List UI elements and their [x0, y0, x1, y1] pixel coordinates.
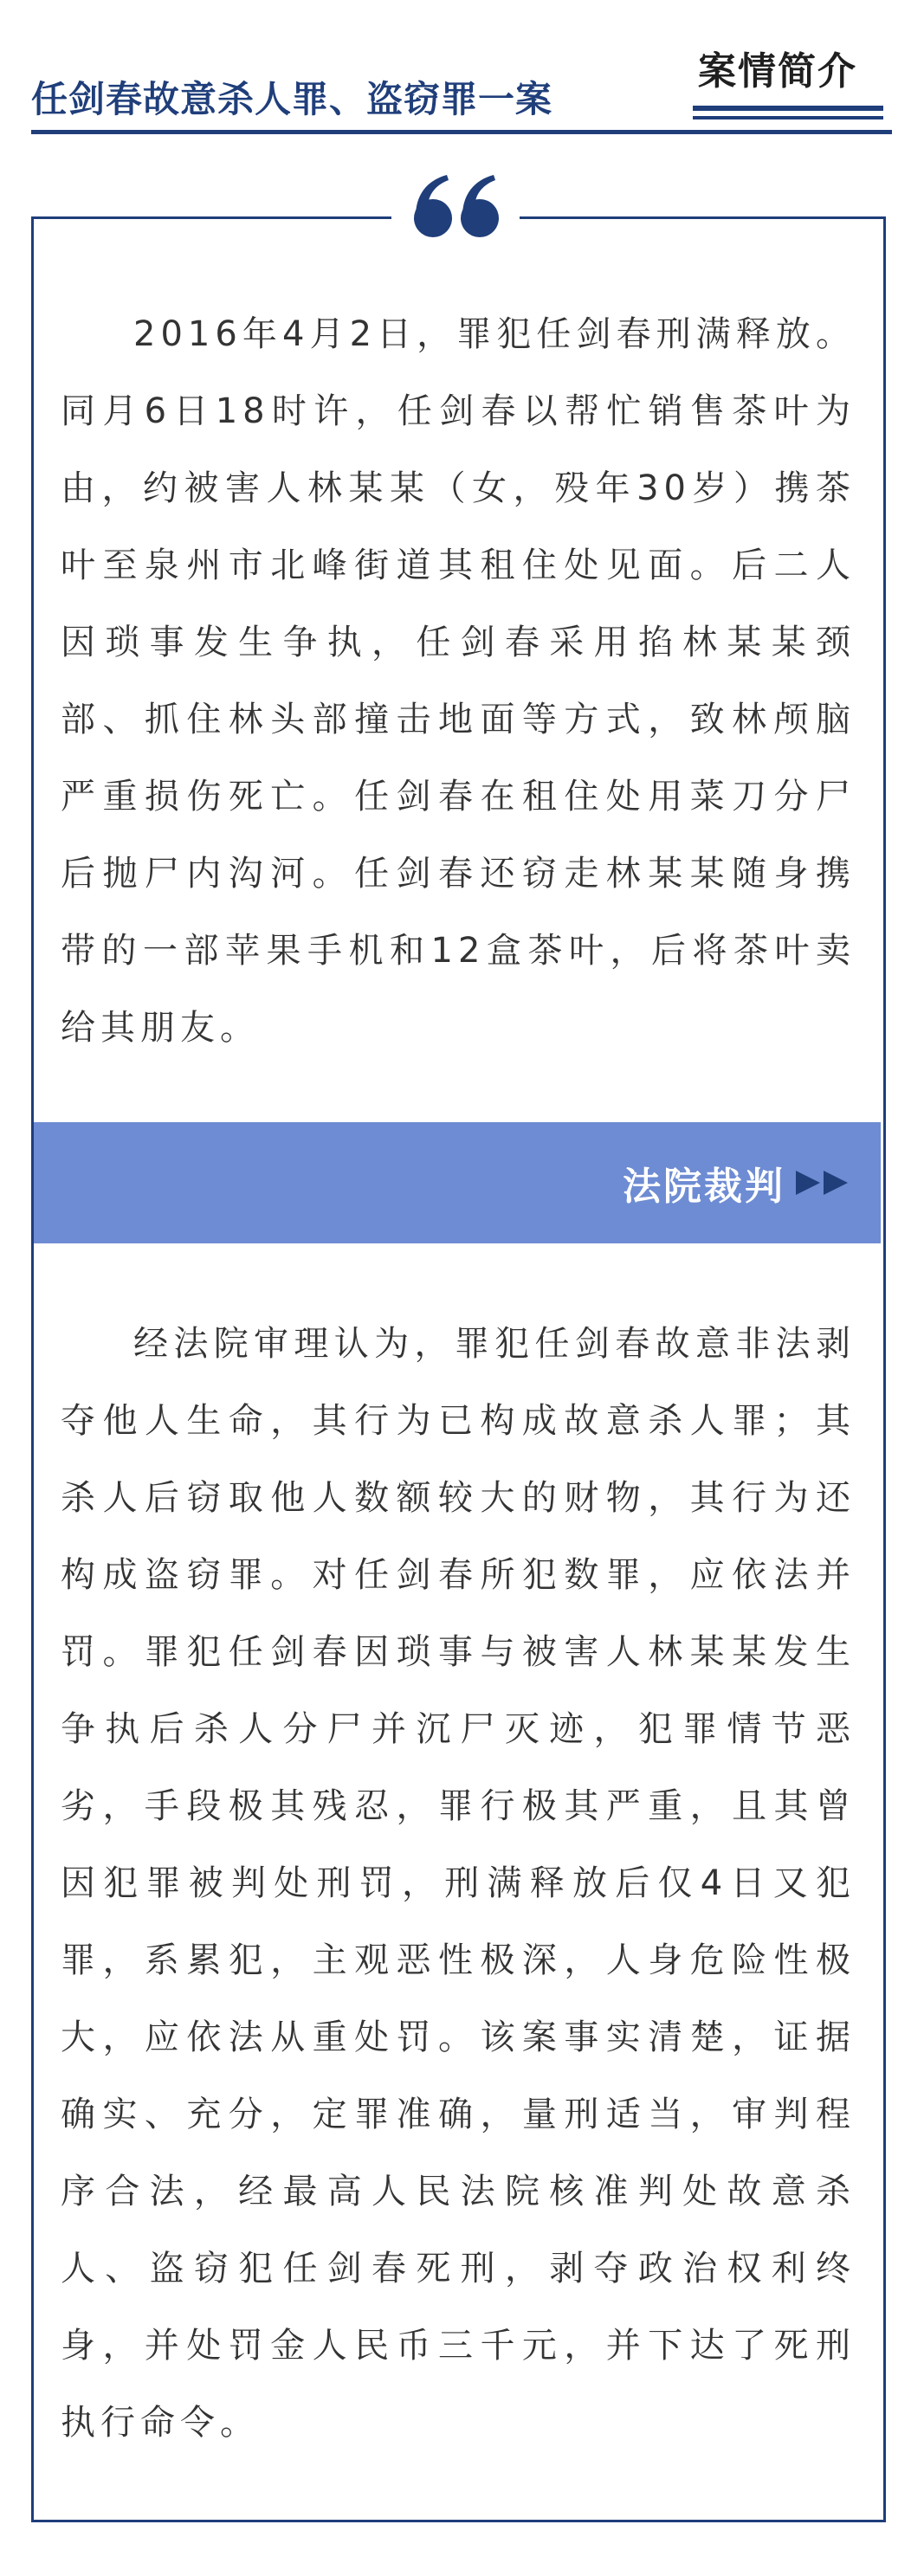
case-title: 任剑春故意杀人罪、盗窃罪一案 — [31, 78, 553, 120]
court-ruling-label: 法院裁判 — [623, 1165, 785, 1209]
section-tag: 案情简介 — [698, 49, 857, 94]
case-summary-text: 2016年4月2日，罪犯任剑春刑满释放。同月6日18时许，任剑春以帮忙销售茶叶为由，约被害人林某某（女，殁年30岁）携茶叶至泉州市北峰街道其租住处见面。后二人因琐事发生争执，任剑春采用掐林某某颈部、抓住林头部撞击地面等方式，致林颅脑严重损伤死亡。任剑春在租住处用菜刀分尸后抛尸内沟河。任剑春还窃走林某某随身携带的一部苹果手机和12盒茶叶，后将茶叶卖给其朋友。 — [61, 314, 856, 1048]
box-top-border-right — [520, 216, 883, 219]
box-top-border-left — [31, 216, 391, 219]
header-divider — [31, 130, 892, 134]
quote-marks-icon — [409, 173, 504, 242]
double-play-arrow-icon — [794, 1167, 851, 1198]
section-tag-underline — [693, 106, 883, 111]
page-header — [0, 0, 924, 147]
court-ruling-text: 经法院审理认为，罪犯任剑春故意非法剥夺他人生命，其行为已构成故意杀人罪；其杀人后窃取他人数额较大的财物，其行为还构成盗窃罪。对任剑春所犯数罪，应依法并罚。罪犯任剑春因琐事与被害人林某某发生争执后杀人分尸并沉尸灭迹，犯罪情节恶劣，手段极其残忍，罪行极其严重，且其曾因犯罪被判处刑罚，刑满释放后仅4日又犯罪，系累犯，主观恶性极深，人身危险性极大，应依法从重处罚。该案事实清楚，证据确实、充分，定罪准确，量刑适当，审判程序合法，经最高人民法院核准判处故意杀人、盗窃犯任剑春死刑，剥夺政治权利终身，并处罚金人民币三千元，并下达了死刑执行命令。 — [61, 1324, 856, 2443]
court-ruling-banner — [34, 1122, 881, 1243]
section-tag-underline-thin — [693, 116, 883, 119]
